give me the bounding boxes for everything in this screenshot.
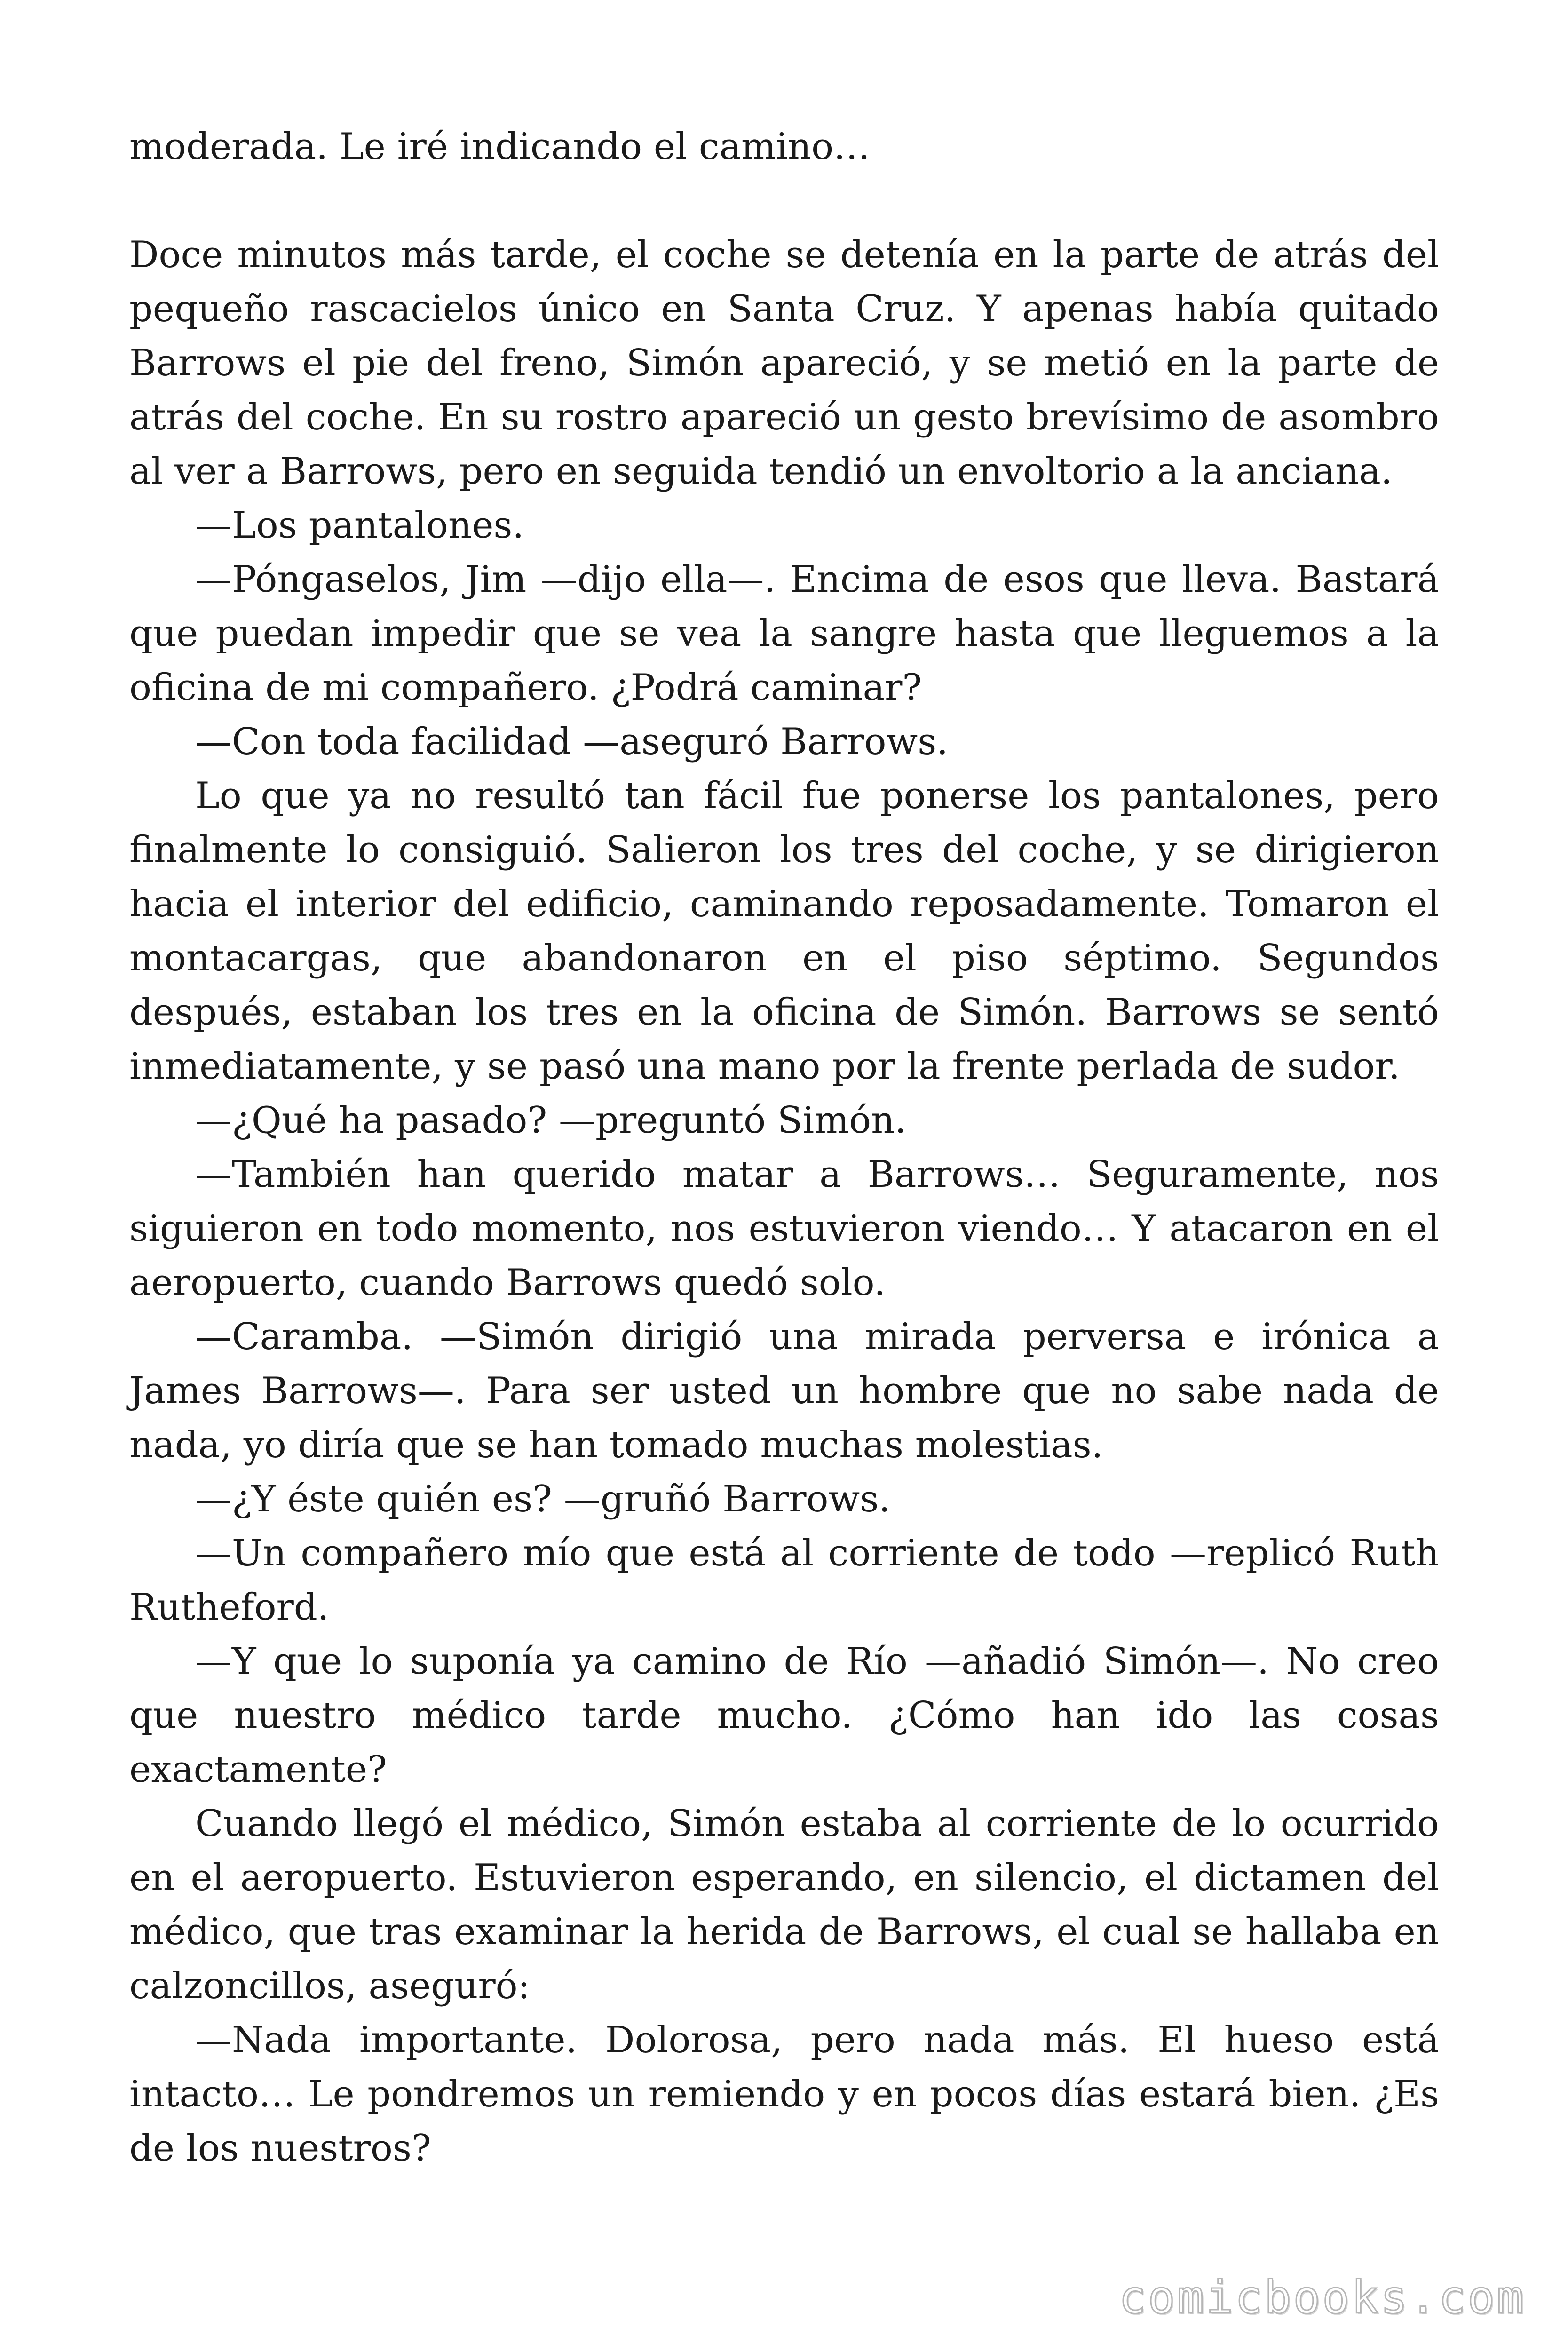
- dialogue-line: —Los pantalones.: [195, 504, 524, 547]
- dialogue-line: —¿Qué ha pasado? —preguntó Simón.: [195, 1099, 907, 1142]
- dialogue-line: —Póngaselos, Jim —dijo ella—. Encima de esos que lleva. Bastará que puedan impedir que se vea la sangre hasta que lleguemos a la oficina de mi compañero. ¿Podrá caminar?: [129, 558, 1439, 709]
- dialogue-line: —Con toda facilidad —aseguró Barrows.: [195, 721, 949, 763]
- book-page-text: [129, 120, 1439, 2176]
- dialogue-line: —También han querido matar a Barrows… Seguramente, nos siguieron en todo momento, nos estuvieron viendo… Y atacaron en el aeropuerto, cuando Barrows quedó solo.: [129, 1153, 1439, 1304]
- dialogue-line: —¿Y éste quién es? —gruñó Barrows.: [195, 1478, 891, 1520]
- paragraph: Doce minutos más tarde, el coche se detenía en la parte de atrás del pequeño rascacielos único en Santa Cruz. Y apenas había quitado Barrows el pie del freno, Simón apareció, y se metió en la parte de atrás del coche. En su rostro apareció un gesto brevísimo de asombro al ver a Barrows, pero en seguida tendió un envoltorio a la anciana.: [129, 234, 1439, 493]
- watermark-logo: comicbooks.com: [1118, 2271, 1526, 2324]
- dialogue-line: —Un compañero mío que está al corriente de todo —replicó Ruth Rutheford.: [129, 1532, 1439, 1629]
- dialogue-line: —Y que lo suponía ya camino de Río —añadió Simón—. No creo que nuestro médico tarde mucho. ¿Cómo han ido las cosas exactamente?: [129, 1640, 1439, 1791]
- paragraph: moderada. Le iré indicando el camino…: [129, 126, 871, 168]
- dialogue-line: —Nada importante. Dolorosa, pero nada más. El hueso está intacto… Le pondremos un remiendo y en pocos días estará bien. ¿Es de los nuestros?: [129, 2019, 1439, 2169]
- paragraph: Lo que ya no resultó tan fácil fue ponerse los pantalones, pero finalmente lo consiguió. Salieron los tres del coche, y se dirigieron hacia el interior del edificio, caminando reposadamente. Tomaron el montacargas, que abandonaron en el piso séptimo. Segundos después, estaban los tres en la oficina de Simón. Barrows se sentó inmediatamente, y se pasó una mano por la frente perlada de sudor.: [129, 775, 1439, 1088]
- dialogue-line: —Caramba. —Simón dirigió una mirada perversa e irónica a James Barrows—. Para ser usted un hombre que no sabe nada de nada, yo diría que se han tomado muchas molestias.: [129, 1316, 1439, 1466]
- paragraph: Cuando llegó el médico, Simón estaba al corriente de lo ocurrido en el aeropuerto. Estuvieron esperando, en silencio, el dictamen del médico, que tras examinar la herida de Barrows, el cual se hallaba en calzoncillos, aseguró:: [129, 1803, 1439, 2007]
